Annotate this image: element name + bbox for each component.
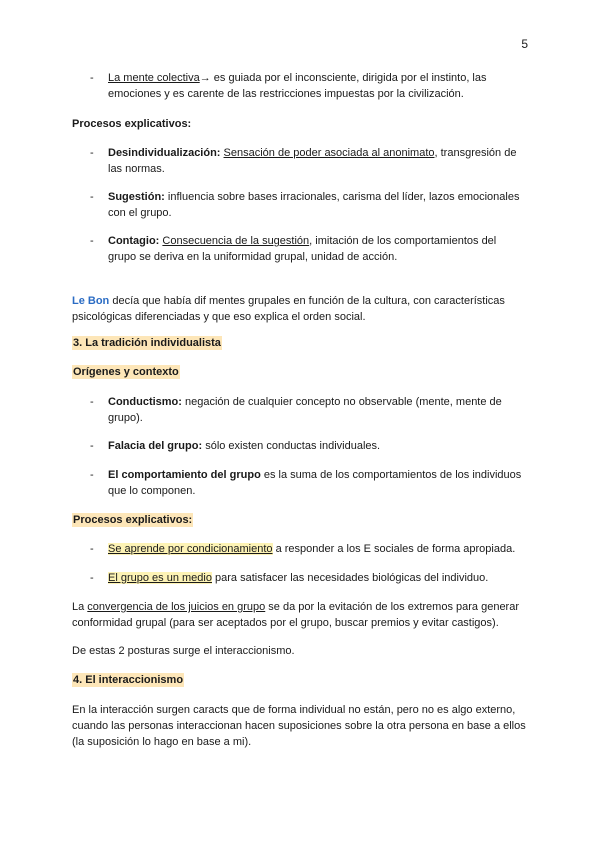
list-item-text xyxy=(108,467,525,499)
procesos-heading: Procesos explicativos: xyxy=(72,118,192,130)
item-rest: , imitación de los comportamientos del grupo se deriva en la uniformidad grupal, unidad de acción. xyxy=(108,235,497,263)
list-item xyxy=(90,394,525,426)
list-item xyxy=(90,189,525,221)
term: Falacia del grupo: xyxy=(108,440,203,452)
item-rest: sólo existen conductas individuales. xyxy=(202,440,381,452)
underlined: Sensación de poder asociada al anonimato xyxy=(223,147,435,159)
page-number: 5 xyxy=(521,37,528,51)
highlight: Se aprende por condicionamiento xyxy=(108,543,273,555)
item-rest: es guiada por el inconsciente, dirigida por el instinto, las emociones y es carente de las restricciones impuestas por la civilización. xyxy=(108,72,487,100)
underlined: Consecuencia de la sugestión xyxy=(162,235,310,247)
subheading-text: Procesos explicativos: xyxy=(73,514,193,526)
term: Conductismo: xyxy=(108,396,182,408)
list-item-text xyxy=(108,438,525,454)
list-item xyxy=(90,233,525,265)
list-item xyxy=(90,467,525,499)
origenes-heading xyxy=(72,364,528,380)
list-item xyxy=(90,70,525,102)
subheading-text: Orígenes y contexto xyxy=(73,366,179,378)
section-title-text: 3. La tradición individualista xyxy=(73,337,221,349)
list-item-text xyxy=(108,570,525,586)
bullet-dash: - xyxy=(90,72,94,84)
bullet-dash: - xyxy=(90,543,94,555)
lebon-paragraph xyxy=(72,293,528,325)
convergencia-paragraph xyxy=(72,599,528,631)
interaccionismo-line: De estas 2 posturas surge el interaccionismo. xyxy=(72,645,295,657)
bullet-dash: - xyxy=(90,235,94,247)
bullet-dash: - xyxy=(90,191,94,203)
item-rest: , transgresión de las normas. xyxy=(108,147,517,175)
bullet-dash: - xyxy=(90,147,94,159)
list-item xyxy=(90,570,525,586)
item-rest: es la suma de los comportamientos de los individuos que lo componen. xyxy=(108,469,522,497)
text-pre: La xyxy=(72,601,88,613)
term: Sugestión: xyxy=(108,191,165,203)
arrow-icon: → xyxy=(199,72,211,84)
list-item-text xyxy=(108,541,525,557)
bullet-dash: - xyxy=(90,440,94,452)
highlight: El grupo es un medio xyxy=(108,572,212,584)
section-4-title xyxy=(72,672,528,688)
term: La mente colectiva xyxy=(108,72,200,84)
list-item-text xyxy=(108,70,525,102)
bullet-dash: - xyxy=(90,469,94,481)
item-rest: para satisfacer las necesidades biológicas del individuo. xyxy=(211,572,489,584)
term: El comportamiento del grupo xyxy=(108,469,261,481)
text-rest: se da por la evitación de los extremos para generar conformidad grupal (para ser aceptados por el grupo, buscar premios y evitar castigos). xyxy=(72,601,520,629)
section-title-text: 4. El interaccionismo xyxy=(73,674,184,686)
list-item xyxy=(90,145,525,177)
list-item-text xyxy=(108,145,525,177)
list-item-text xyxy=(108,394,525,426)
item-rest: influencia sobre bases irracionales, carisma del líder, lazos emocionales con el grupo. xyxy=(108,191,520,219)
item-rest: a responder a los E sociales de forma apropiada. xyxy=(272,543,516,555)
interaccionismo-paragraph: En la interacción surgen caracts que de forma individual no están, pero no es algo externo, cuando las personas interaccionan hacen suposiciones sobre la otra persona en base a ellos (la suposición lo hago en base a mi). xyxy=(72,704,526,748)
list-item-text xyxy=(108,233,525,265)
list-item xyxy=(90,438,525,454)
lebon-rest: decía que había dif mentes grupales en función de la cultura, con características psicológicas diferenciadas y que eso explica el orden social. xyxy=(72,295,505,323)
term: Contagio: xyxy=(108,235,160,247)
lebon-name: Le Bon xyxy=(72,295,110,307)
bullet-dash: - xyxy=(90,396,94,408)
item-rest: negación de cualquier concepto no observable (mente, mente de grupo). xyxy=(108,396,502,424)
list-item-text xyxy=(108,189,525,221)
procesos-heading-2 xyxy=(72,512,528,528)
section-3-title xyxy=(72,335,528,351)
term: Desindividualización: xyxy=(108,147,221,159)
bullet-dash: - xyxy=(90,572,94,584)
list-item xyxy=(90,541,525,557)
underlined: convergencia de los juicios en grupo xyxy=(87,601,266,613)
